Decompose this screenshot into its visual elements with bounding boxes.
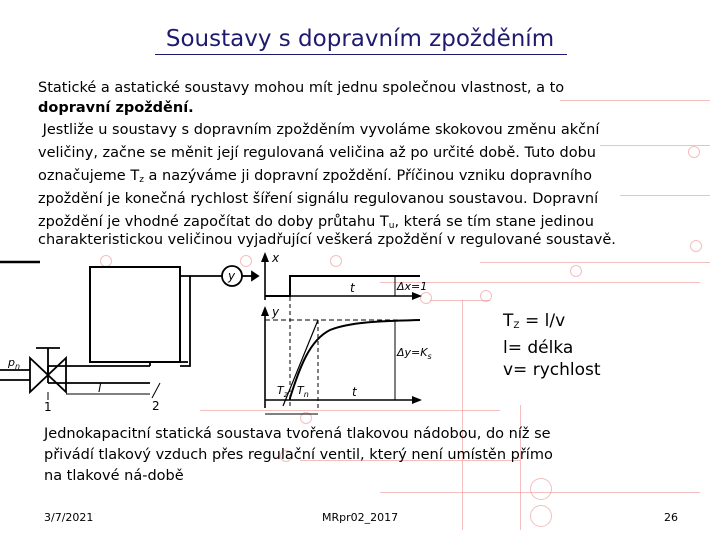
- title-underline: [155, 54, 567, 55]
- pressure-vessel: [90, 267, 180, 362]
- caption-line-1: Jednokapacitní statická soustava tvořená tlakovou nádobou, do níž se: [44, 426, 551, 442]
- label-l: l: [98, 381, 102, 395]
- footer-center: MRpr02_2017: [322, 511, 399, 524]
- label-y-circle: y: [228, 269, 236, 283]
- formula-tz: $T_Z = l/v$: [503, 311, 566, 331]
- figure-caption: [44, 424, 553, 487]
- body-line-6: charakteristickou veličinou vyjadřující veškerá zpoždění v regulované soustavě.: [38, 232, 616, 248]
- body-line-4: zpoždění je konečná rychlost šíření signálu regulovanou soustavou. Dopravní: [38, 191, 599, 207]
- label-t-bottom: t: [352, 385, 357, 399]
- intro-line-2: dopravní zpoždění.: [38, 100, 194, 116]
- process-diagram: [0, 248, 470, 423]
- body-line-5: zpoždění je vhodné započítat do doby průtahu $T_u$, která se tím stane jedinou: [38, 214, 594, 231]
- caption-line-2: přivádí tlakový vzduch přes regulační ventil, který není umístěn přímo: [44, 447, 553, 463]
- body-line-1: Jestliže u soustavy s dopravním zpožděním vyvoláme skokovou změnu akční: [38, 122, 600, 138]
- label-x-axis: x: [272, 251, 280, 265]
- label-delta-x: Δx=1: [397, 280, 428, 293]
- label-tn: $T_n$: [297, 384, 309, 399]
- label-tz: $T_z$: [277, 384, 288, 399]
- formula-v: v= rychlost: [503, 360, 601, 380]
- label-t-top: t: [350, 281, 355, 295]
- footer-date: 3/7/2021: [44, 511, 94, 524]
- caption-line-3: na tlakové ná-době: [44, 468, 184, 484]
- label-y-axis: y: [272, 305, 280, 319]
- formula-block: [503, 310, 601, 381]
- body-line-2: veličiny, začne se měnit její regulovaná veličina až po určité době. Tuto dobu: [38, 145, 596, 161]
- regulating-valve: [30, 358, 48, 392]
- intro-line-1: Statické a astatické soustavy mohou mít jednu společnou vlastnost, a to: [38, 80, 565, 96]
- label-1: 1: [44, 400, 52, 414]
- label-pn: $p_n$: [8, 356, 21, 371]
- label-2: 2: [152, 399, 160, 413]
- body-line-3: označujeme $T_z$ a nazýváme ji dopravní zpoždění. Příčinou vzniku dopravního: [38, 168, 592, 185]
- footer-page-number: 26: [664, 511, 678, 524]
- label-delta-y: $\Delta y=K_s$: [397, 346, 432, 361]
- slide-title: Soustavy s dopravním zpožděním: [165, 26, 555, 52]
- formula-l: l= délka: [503, 338, 574, 358]
